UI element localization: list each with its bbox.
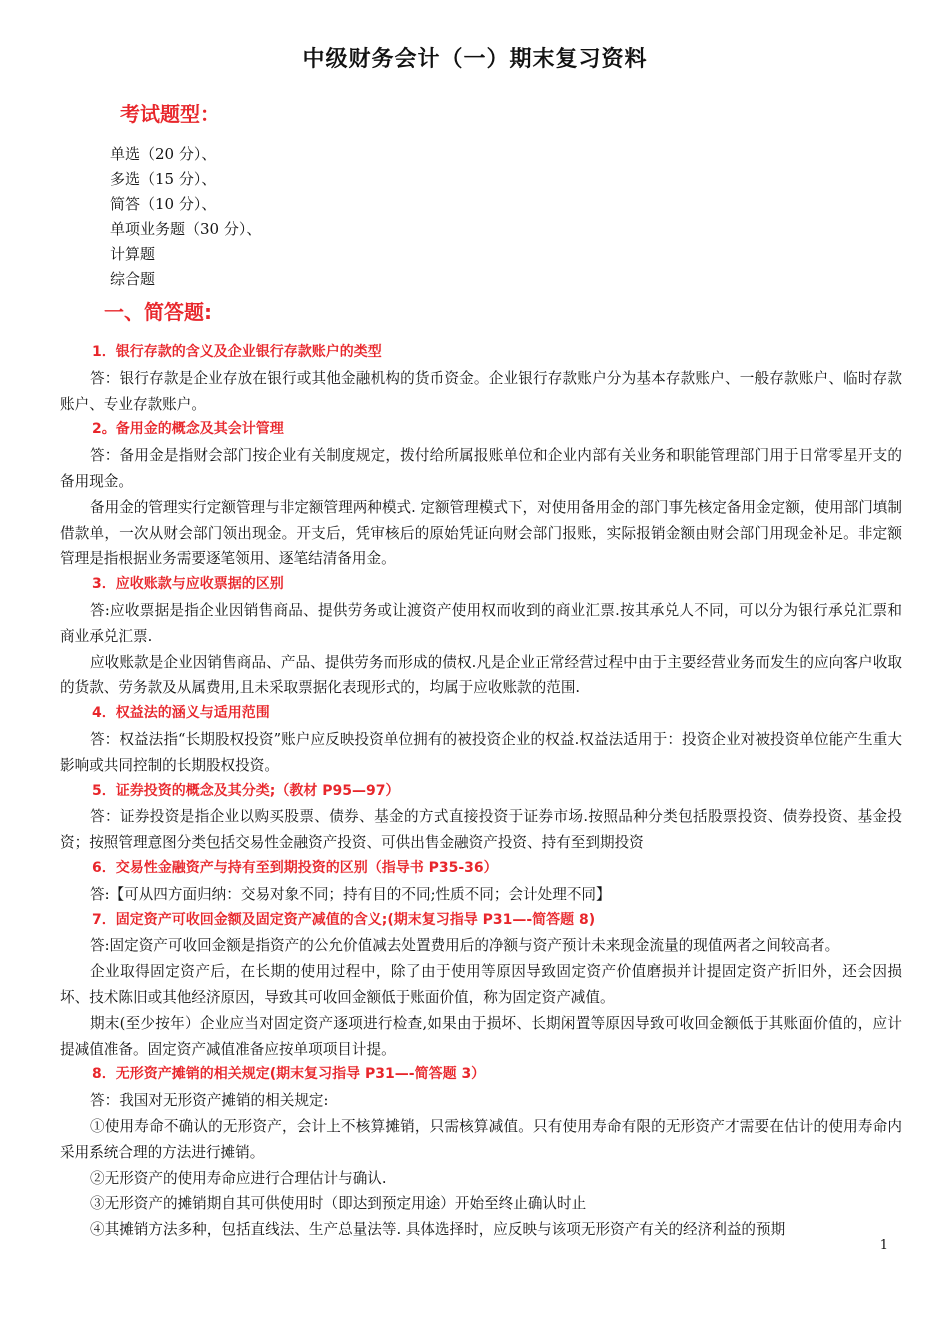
questions-content [60,340,902,1243]
exam-types-heading: 考试题型： [120,102,220,126]
answer-paragraph: 答：银行存款是企业存放在银行或其他金融机构的货币资金。企业银行存款账户分为基本存款账户、一般存款账户、临时存款账户、专业存款账户。 [60,369,902,413]
question-title: 3．应收账款与应收票据的区别 [92,576,284,593]
exam-type-item: 多选（15 分）、 [110,170,217,188]
question-title: 7．固定资产可收回金额及固定资产减值的含义;(期末复习指导 P31—-简答题 8) [92,911,596,928]
question-title: 2。备用金的概念及其会计管理 [92,421,284,438]
answer-paragraph: 答:【可从四方面归纳：交易对象不同；持有目的不同;性质不同；会计处理不同】 [90,885,611,903]
answer-paragraph: 期末(至少按年）企业应当对固定资产逐项进行检查,如果由于损坏、长期闲置等原因导致可收回金额低于其账面价值的，应计提减值准备。固定资产减值准备应按单项项目计提。 [60,1014,902,1058]
question-title: 4．权益法的涵义与适用范围 [92,705,270,722]
answer-paragraph: 答：权益法指“长期股权投资”账户应反映投资单位拥有的被投资企业的权益.权益法适用于：投资企业对被投资单位能产生重大影响或共同控制的长期股权投资。 [60,730,902,774]
exam-type-item: 单项业务题（30 分）、 [110,220,262,238]
answer-paragraph: ④其摊销方法多种，包括直线法、生产总量法等. 具体选择时，应反映与该项无形资产有关的经济利益的预期 [90,1221,786,1239]
question-title: 1．银行存款的含义及企业银行存款账户的类型 [92,344,382,360]
exam-type-item: 单选（20 分）、 [110,145,217,163]
page-number: 1 [879,1238,888,1253]
answer-paragraph: 答:应收票据是指企业因销售商品、提供劳务或让渡资产使用权而收到的商业汇票.按其承兑人不同，可以分为银行承兑汇票和商业承兑汇票. [60,601,902,645]
answer-paragraph: 备用金的管理实行定额管理与非定额管理两种模式. 定额管理模式下，对使用备用金的部门事先核定备用金定额，使用部门填制借款单，一次从财会部门领出现金。开支后，凭审核后的原始凭证向财会部门报账，实际报销金额由财会部门用现金补足。非定额管理是指根据业务需要逐笔领用、逐笔结清备用金。 [60,498,902,568]
answer-paragraph: ③无形资产的摊销期自其可供使用时（即达到预定用途）开始至终止确认时止 [90,1195,587,1213]
answer-paragraph: ②无形资产的使用寿命应进行合理估计与确认. [90,1169,387,1187]
exam-type-item: 综合题 [110,270,156,288]
section-heading: 一、简答题: [104,300,212,324]
exam-types-list [110,142,261,292]
exam-type-item: 简答（10 分）、 [110,195,217,213]
document-title: 中级财务会计（一）期末复习资料 [302,47,648,72]
question-title: 5．证券投资的概念及其分类;（教材 P95—97） [92,782,400,799]
answer-paragraph: 答：证券投资是指企业以购买股票、债券、基金的方式直接投资于证券市场.按照品种分类包括股票投资、债券投资、基金投资；按照管理意图分类包括交易性金融资产投资、可供出售金融资产投资、持有至到期投资 [60,808,902,852]
answer-paragraph: 答：备用金是指财会部门按企业有关制度规定，拨付给所属报账单位和企业内部有关业务和职能管理部门用于日常零星开支的备用现金。 [60,447,902,490]
answer-paragraph: ①使用寿命不确认的无形资产，会计上不核算摊销，只需核算减值。只有使用寿命有限的无形资产才需要在估计的使用寿命内采用系统合理的方法进行摊销。 [60,1117,902,1161]
answer-paragraph: 答：我国对无形资产摊销的相关规定: [90,1092,329,1110]
question-title: 8．无形资产摊销的相关规定(期末复习指导 P31—-简答题 3） [92,1066,486,1083]
answer-paragraph: 企业取得固定资产后，在长期的使用过程中，除了由于使用等原因导致固定资产价值磨损并计提固定资产折旧外，还会因损坏、技术陈旧或其他经济原因，导致其可收回金额低于账面价值，称为固定资产减值。 [60,963,902,1006]
answer-paragraph: 答:固定资产可收回金额是指资产的公允价值减去处置费用后的净额与资产预计未来现金流量的现值两者之间较高者。 [90,937,840,955]
answer-paragraph: 应收账款是企业因销售商品、产品、提供劳务而形成的债权.凡是企业正常经营过程中由于主要经营业务而发生的应向客户收取的货款、劳务款及从属费用,且未采取票据化表现形式的，均属于应收账款的范围. [60,653,902,697]
exam-type-item: 计算题 [110,245,156,263]
question-title: 6．交易性金融资产与持有至到期投资的区别（指导书 P35-36） [92,859,498,876]
